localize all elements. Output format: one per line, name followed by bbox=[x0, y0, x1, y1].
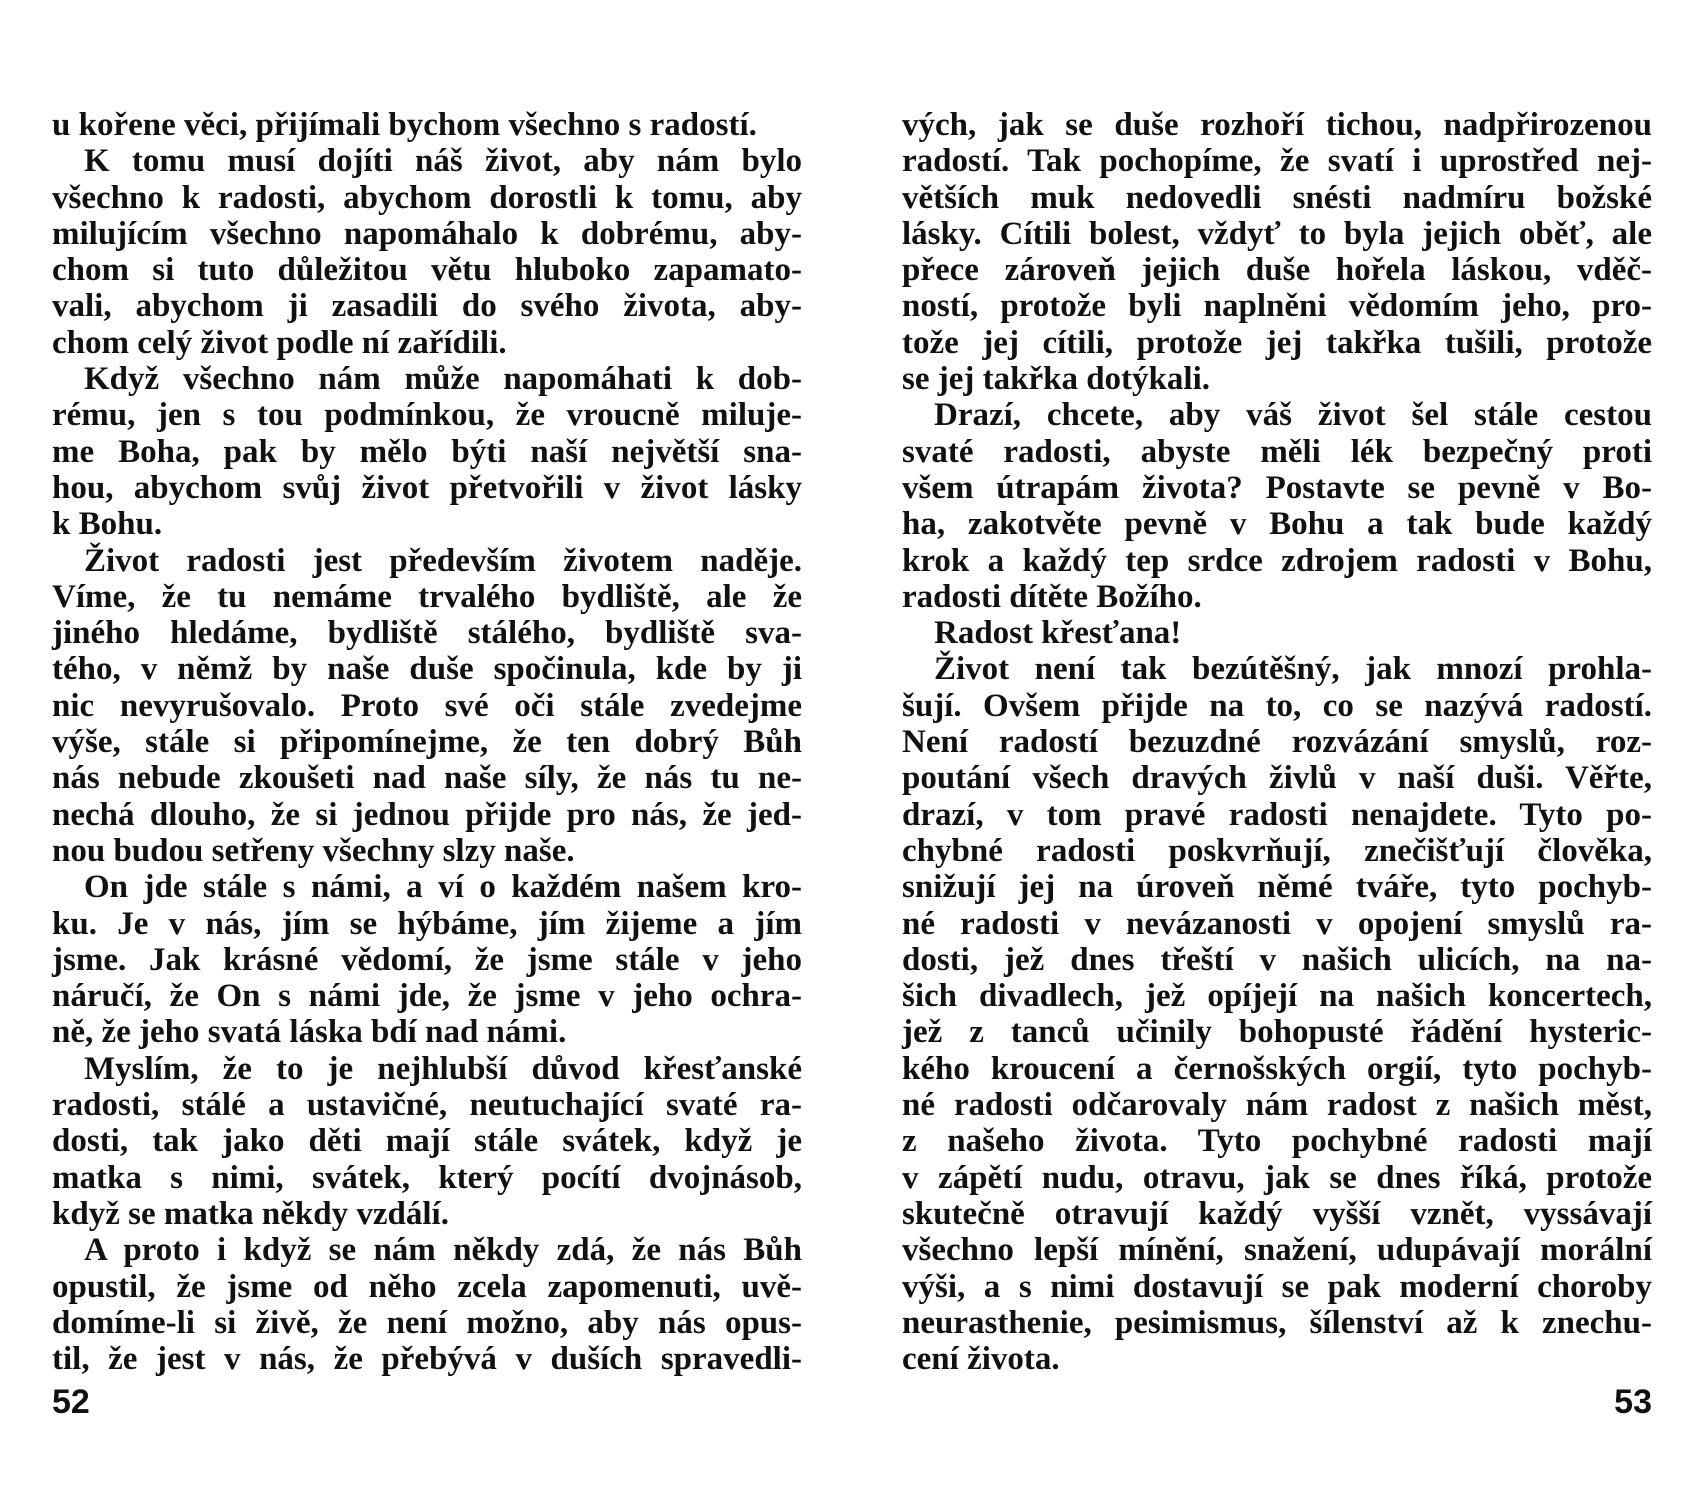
text-line: v zápětí nudu, otravu, jak se dnes říká, protože bbox=[902, 1159, 1652, 1196]
text-line: přece zároveň jejich duše hořela láskou, vděč- bbox=[902, 252, 1652, 289]
text-line: né radosti v nevázanosti v opojení smyslů ra- bbox=[902, 905, 1652, 942]
text-line: větších muk nedovedli snésti nadmíru božské bbox=[902, 179, 1652, 216]
text-line: dosti, jež dnes třeští v našich ulicích, na na- bbox=[902, 941, 1652, 978]
text-line: náručí, že On s námi jde, že jsme v jeho ochra- bbox=[52, 978, 802, 1015]
text-line: tého, v němž by naše duše spočinula, kde by ji bbox=[52, 651, 802, 688]
text-line: chom si tuto důležitou větu hluboko zapamato- bbox=[52, 252, 802, 289]
text-line: milujícím všechno napomáhalo k dobrému, aby- bbox=[52, 215, 802, 252]
text-line: opustil, že jsme od něho zcela zapomenuti, uvě- bbox=[52, 1268, 802, 1305]
text-line: výši, a s nimi dostavují se pak moderní choroby bbox=[902, 1268, 1652, 1305]
text-line: snižují jej na úroveň němé tváře, tyto pochyb- bbox=[902, 869, 1652, 906]
text-line: chybné radosti poskvrňují, znečišťují člověka, bbox=[902, 832, 1652, 869]
text-line: k Bohu. bbox=[52, 506, 163, 543]
text-line: Radost křesťana! bbox=[934, 615, 1182, 652]
text-line: všem útrapám života? Postavte se pevně v Bo- bbox=[902, 469, 1652, 506]
text-line: poutání všech dravých živlů v naší duši. Věřte, bbox=[902, 760, 1652, 797]
text-line: radostí. Tak pochopíme, že svatí i uprostřed nej- bbox=[902, 143, 1652, 180]
text-line: domíme-li si živě, že není možno, aby nás opus- bbox=[52, 1304, 802, 1341]
text-line: Život radosti jest především životem naděje. bbox=[84, 542, 802, 579]
text-line: tože jej cítili, protože jej takřka tušili, protože bbox=[902, 324, 1652, 361]
text-line: Myslím, že to je nejhlubší důvod křesťanské bbox=[84, 1050, 802, 1087]
text-line: me Boha, pak by mělo býti naší největší sna- bbox=[52, 433, 802, 470]
text-line: skutečně otravují každý vyšší vznět, vyssávají bbox=[902, 1195, 1652, 1232]
page-number-left: 52 bbox=[52, 1383, 90, 1421]
text-line: hou, abychom svůj život přetvořili v život lásky bbox=[52, 469, 802, 506]
text-line: Život není tak bezútěšný, jak mnozí prohla- bbox=[934, 651, 1652, 688]
page-number-right: 53 bbox=[1614, 1383, 1652, 1421]
text-line: se jej takřka dotýkali. bbox=[902, 361, 1210, 398]
text-line: výše, stále si připomínejme, že ten dobrý Bůh bbox=[52, 724, 802, 761]
left-page-text bbox=[52, 107, 802, 1377]
text-line: radosti, stálé a ustavičné, neutuchající svaté ra- bbox=[52, 1087, 802, 1124]
text-line: lásky. Cítili bolest, vždyť to byla jejich oběť, ale bbox=[902, 215, 1652, 252]
text-line: Drazí, chcete, aby váš život šel stále cestou bbox=[934, 397, 1652, 434]
text-line: u kořene věci, přijímali bychom všechno s radostí. bbox=[52, 107, 757, 143]
text-line: Víme, že tu nemáme trvalého bydliště, ale že bbox=[52, 578, 802, 615]
text-line: nou budou setřeny všechny slzy naše. bbox=[52, 832, 575, 869]
text-line: radosti dítěte Božího. bbox=[902, 578, 1202, 615]
text-line: svaté radosti, abyste měli lék bezpečný proti bbox=[902, 433, 1652, 470]
text-line: kého kroucení a černošských orgií, tyto pochyb- bbox=[902, 1050, 1652, 1087]
text-line: né radosti odčarovaly nám radost z našich měst, bbox=[902, 1087, 1652, 1124]
text-line: Není radostí bezuzdné rozvázání smyslů, roz- bbox=[902, 724, 1652, 761]
text-line: K tomu musí dojíti náš život, aby nám bylo bbox=[84, 143, 802, 180]
text-line: ha, zakotvěte pevně v Bohu a tak bude každý bbox=[902, 506, 1652, 543]
text-line: til, že jest v nás, že přebývá v duších spravedli- bbox=[52, 1341, 802, 1378]
left-page bbox=[52, 107, 802, 1427]
text-line: dosti, tak jako děti mají stále svátek, když je bbox=[52, 1123, 802, 1160]
text-line: když se matka někdy vzdálí. bbox=[52, 1195, 449, 1232]
text-line: On jde stále s námi, a ví o každém našem kro- bbox=[84, 869, 802, 906]
text-line: nás nebude zkoušeti nad naše síly, že nás tu ne- bbox=[52, 760, 802, 797]
text-line: jiného hledáme, bydliště stálého, bydliště sva- bbox=[52, 615, 802, 652]
text-line: A proto i když se nám někdy zdá, že nás Bůh bbox=[84, 1232, 802, 1269]
text-line: šují. Ovšem přijde na to, co se nazývá radostí. bbox=[902, 687, 1652, 724]
text-line: z našeho života. Tyto pochybné radosti mají bbox=[902, 1123, 1652, 1160]
text-line: jsme. Jak krásné vědomí, že jsme stále v jeho bbox=[52, 941, 802, 978]
text-line: chom celý život podle ní zařídili. bbox=[52, 324, 507, 361]
text-line: ností, protože byli naplněni vědomím jeho, pro- bbox=[902, 288, 1652, 325]
right-page-text bbox=[902, 107, 1652, 1377]
text-line: ně, že jeho svatá láska bdí nad námi. bbox=[52, 1014, 567, 1051]
text-line: vali, abychom ji zasadili do svého života, aby- bbox=[52, 288, 802, 325]
text-line: matka s nimi, svátek, který pocítí dvojnásob, bbox=[52, 1159, 802, 1196]
text-line: cení života. bbox=[902, 1341, 1060, 1378]
text-line: neurasthenie, pesimismus, šílenství až k znechu- bbox=[902, 1304, 1652, 1341]
text-line: šich divadlech, jež opíjejí na našich koncertech, bbox=[902, 978, 1652, 1015]
text-line: všechno k radosti, abychom dorostli k tomu, aby bbox=[52, 179, 802, 216]
text-line: rému, jen s tou podmínkou, že vroucně miluje- bbox=[52, 397, 802, 434]
text-line: Když všechno nám může napomáhati k dob- bbox=[84, 361, 802, 398]
text-line: nechá dlouho, že si jednou přijde pro nás, že jed- bbox=[52, 796, 802, 833]
text-line: nic nevyrušovalo. Proto své oči stále zvedejme bbox=[52, 687, 802, 724]
text-line: jež z tanců učinily bohopusté řádění hysteric- bbox=[902, 1014, 1652, 1051]
text-line: drazí, v tom pravé radosti nenajdete. Tyto po- bbox=[902, 796, 1652, 833]
text-line: krok a každý tep srdce zdrojem radosti v Bohu, bbox=[902, 542, 1652, 579]
right-page bbox=[902, 107, 1652, 1427]
text-line: vých, jak se duše rozhoří tichou, nadpřirozenou bbox=[902, 107, 1652, 143]
text-line: všechno lepší mínění, snažení, udupávají morální bbox=[902, 1232, 1652, 1269]
text-line: ku. Je v nás, jím se hýbáme, jím žijeme a jím bbox=[52, 905, 802, 942]
